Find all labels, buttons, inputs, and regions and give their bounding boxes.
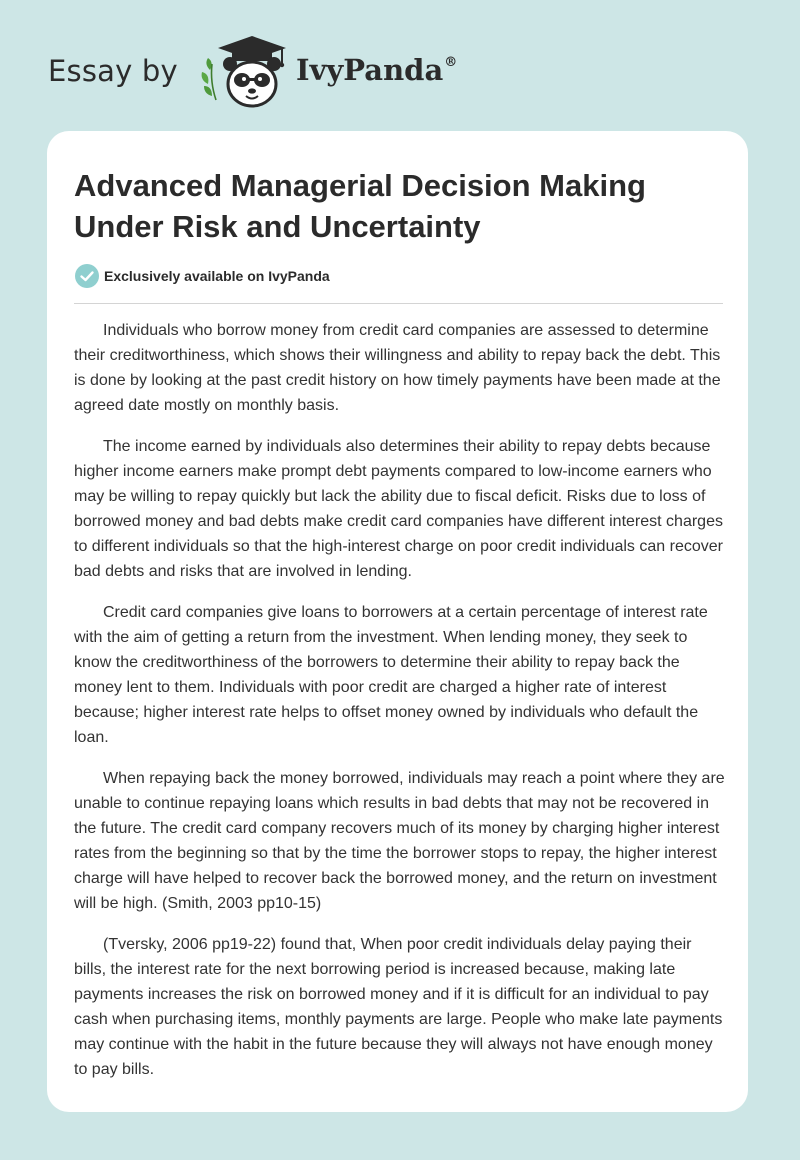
paragraph: Credit card companies give loans to borrowers at a certain percentage of interest rate with the aim of getting a return from the investment. When lending money, they seek to know the creditworthiness of the borrowers to determine their ability to repay back the money lent to them. Individuals with poor credit are charged a higher rate of interest because; higher interest rate helps to offset money owned by individuals who default the loan. bbox=[74, 604, 708, 746]
paragraph: Individuals who borrow money from credit card companies are assessed to determine their creditworthiness, which shows their willingness and ability to repay back the debt. This is done by looking at the past credit history on how timely payments have been made at the agreed date mostly on monthly basis. bbox=[74, 322, 721, 414]
paragraph: The income earned by individuals also determines their ability to repay debts because higher income earners make prompt debt payments compared to low-income earners who may be willing to repay quickly but lack the ability due to fiscal deficit. Risks due to loss of borrowed money and bad debts make credit card companies have different interest charges to different individuals so that the high-interest charge on poor credit individuals can recover bad debts and risks that are involved in lending. bbox=[74, 438, 723, 580]
site-header bbox=[48, 34, 508, 110]
paragraph: (Tversky, 2006 pp19-22) found that, When poor credit individuals delay paying their bills, the interest rate for the next borrowing period is increased because, making late payments increases the risk on borrowed money and if it is difficult for an individual to pay cash when purchasing items, monthly payments are large. People who make late payments may continue with the habit in the future because they will always not have enough money to pay bills. bbox=[74, 936, 723, 1078]
registered-mark: ® bbox=[444, 55, 458, 70]
ivy-leaf-icon bbox=[202, 58, 216, 100]
panda-graduate-icon[interactable] bbox=[200, 34, 292, 110]
article-card bbox=[47, 131, 748, 1112]
essay-by-label: Essay by bbox=[48, 54, 178, 88]
check-circle-icon bbox=[74, 263, 100, 289]
exclusive-label: Exclusively available on IvyPanda bbox=[104, 268, 330, 284]
article-title: Advanced Managerial Decision Making Under Risk and Uncertainty bbox=[74, 168, 646, 244]
divider bbox=[74, 303, 723, 304]
paragraph: When repaying back the money borrowed, individuals may reach a point where they are unable to continue repaying loans which results in bad debts that may not be recovered in the future. The credit card company recovers much of its money by charging higher interest rates from the beginning so that by the time the borrower stops to repay, the higher interest charge will have helped to recover back the borrowed money, and the return on investment will be high. (Smith, 2003 pp10-15) bbox=[74, 770, 725, 912]
article-body bbox=[74, 318, 726, 1098]
brand-name[interactable]: IvyPanda® bbox=[296, 53, 458, 87]
